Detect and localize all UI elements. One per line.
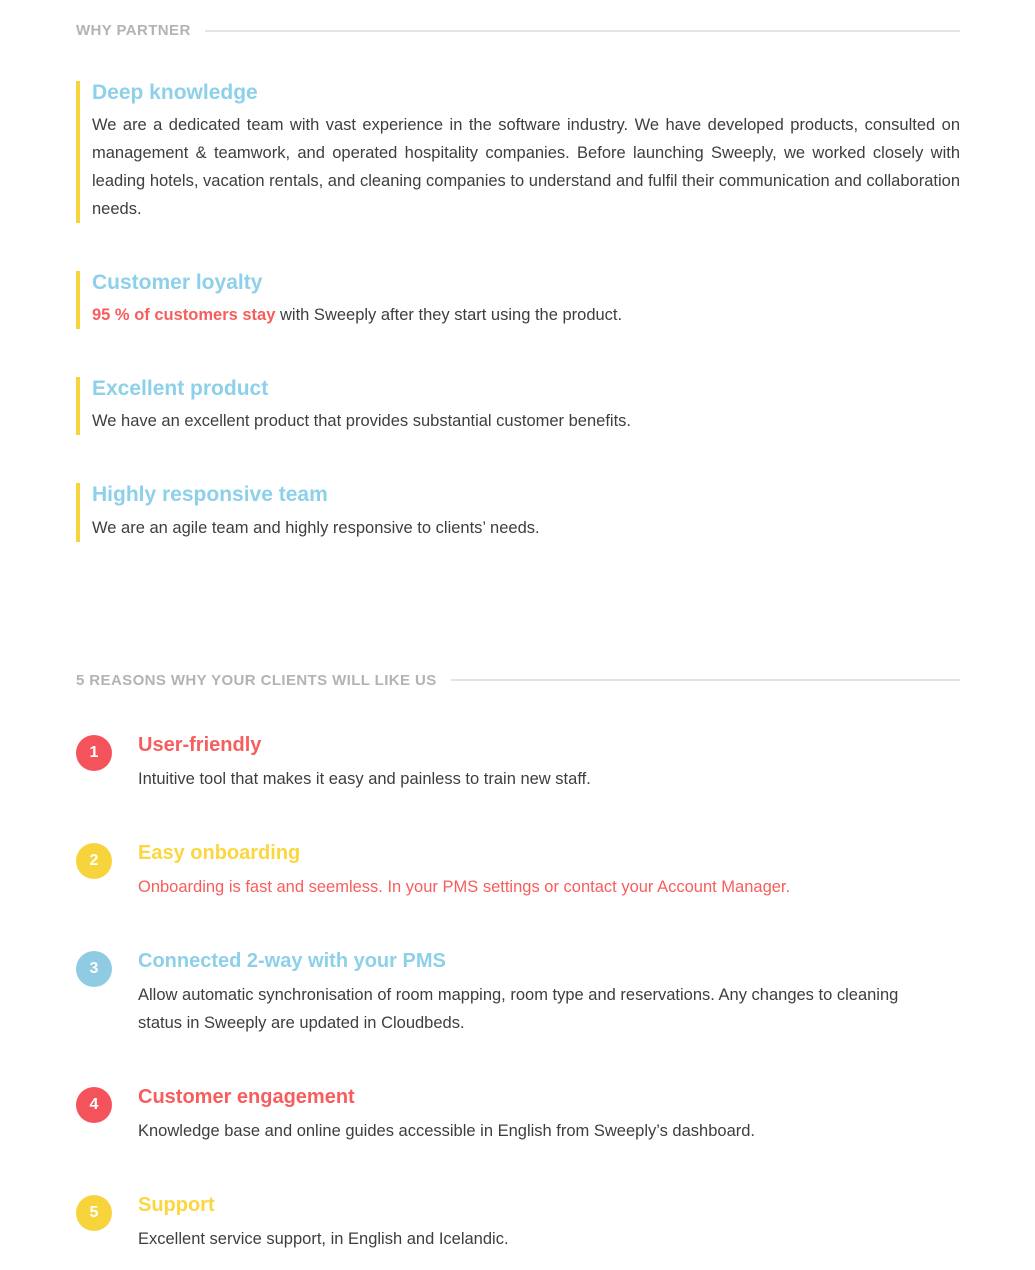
number-badge: 5 xyxy=(76,1195,112,1231)
reason-body: Onboarding is fast and seemless. In your PMS settings or contact your Account Manager. xyxy=(138,877,791,896)
reason-text xyxy=(138,733,591,793)
reason-item-user-friendly xyxy=(76,733,960,793)
reason-body: Intuitive tool that makes it easy and painless to train new staff. xyxy=(138,769,591,788)
section-body-rest: with Sweeply after they start using the product. xyxy=(275,306,623,325)
reason-item-easy-onboarding xyxy=(76,841,960,901)
reason-title: Connected 2-way with your PMS xyxy=(138,949,446,972)
reason-text xyxy=(138,949,916,1037)
reason-text xyxy=(138,1085,755,1145)
reasons-kicker: 5 REASONS WHY YOUR CLIENTS WILL LIKE US xyxy=(76,671,437,689)
reason-item-support xyxy=(76,1193,960,1253)
section-title: Deep knowledge xyxy=(92,81,258,104)
reason-title: Easy onboarding xyxy=(138,841,301,864)
number-badge: 4 xyxy=(76,1087,112,1123)
number-badge: 2 xyxy=(76,843,112,879)
section-body: We have an excellent product that provides substantial customer benefits. xyxy=(92,412,631,431)
reason-body: Excellent service support, in English and Icelandic. xyxy=(138,1229,509,1248)
reason-body: Allow automatic synchronisation of room mapping, room type and reservations. Any changes to cleaning status in Sweeply are updated in Cloudbeds. xyxy=(138,985,899,1032)
section-title: Excellent product xyxy=(92,377,269,401)
reason-item-customer-engagement xyxy=(76,1085,960,1145)
reason-title: Support xyxy=(138,1193,215,1216)
page xyxy=(76,0,960,1253)
reason-text xyxy=(138,1193,509,1253)
section-body xyxy=(92,301,960,329)
reasons-divider xyxy=(451,679,960,681)
number-badge: 1 xyxy=(76,735,112,771)
reason-text xyxy=(138,841,790,901)
section-body-highlight: 95 % of customers stay xyxy=(92,306,276,325)
reason-title: User-friendly xyxy=(138,733,262,756)
why-partner-kicker: WHY PARTNER xyxy=(76,22,191,39)
reasons-header xyxy=(76,672,960,689)
reason-body: Knowledge base and online guides accessible in English from Sweeply’s dashboard. xyxy=(138,1121,756,1140)
reason-title: Customer engagement xyxy=(138,1085,355,1108)
partner-section-deep-knowledge xyxy=(76,81,960,223)
partner-section-customer-loyalty xyxy=(76,271,960,329)
section-title: Highly responsive team xyxy=(92,483,328,507)
partner-section-excellent-product xyxy=(76,377,960,435)
why-partner-divider xyxy=(205,30,960,32)
why-partner-header xyxy=(76,22,960,39)
number-badge: 3 xyxy=(76,951,112,987)
reason-item-connected-pms xyxy=(76,949,960,1037)
partner-section-highly-responsive-team xyxy=(76,483,960,541)
section-body: We are an agile team and highly responsive to clients’ needs. xyxy=(92,518,540,537)
section-title: Customer loyalty xyxy=(92,271,263,295)
section-body: We are a dedicated team with vast experience in the software industry. We have developed products, consulted on management & teamwork, and operated hospitality companies. Before launching Sweeply, we worked closely with leading hotels, vacation rentals, and cleaning companies to understand and fulfil their communication and collaboration needs. xyxy=(92,116,960,219)
